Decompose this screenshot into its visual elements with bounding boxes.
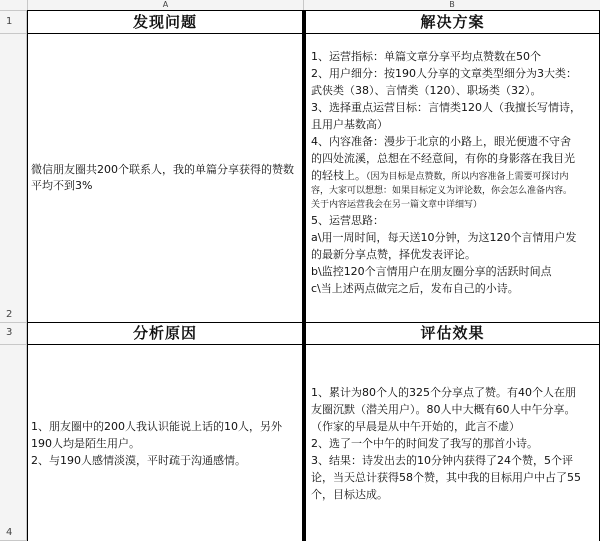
evaluation-line: 1、累计为80个人的325个分享点了赞。有40个人在朋 bbox=[311, 385, 576, 399]
cell-a4[interactable] bbox=[28, 345, 303, 541]
solution-line: 且用户基数高） bbox=[311, 118, 388, 131]
solution-line: a\用一周时间，每天送10分钟，为这120个言情用户发 bbox=[311, 231, 577, 244]
solution-line: 的四处流溪，总想在不经意间，有你的身影落在我目光 bbox=[311, 152, 575, 165]
cell-a1[interactable] bbox=[28, 11, 303, 34]
cell-a2[interactable] bbox=[28, 34, 303, 323]
solution-line: c\当上述两点做完之后，发布自己的小诗。 bbox=[311, 282, 519, 295]
evaluation-line: 论，当天总计获得58个赞，其中我的目标用户中占了55 bbox=[311, 470, 581, 484]
heading-evaluation: 评估效果 bbox=[420, 324, 485, 342]
problem-text: 微信朋友圈共200个联系人，我的单篇分享获得的赞数平均不到3% bbox=[31, 163, 294, 192]
solution-line: 3、选择重点运营目标：言情类120人（我擅长写情诗， bbox=[311, 101, 581, 114]
row-header-1[interactable] bbox=[0, 11, 27, 34]
solution-line-note bbox=[311, 167, 595, 184]
cell-b4[interactable] bbox=[303, 345, 600, 541]
solution-note-line: 容，大家可以想想：如果目标定义为评论数，你会怎么准备内容。 bbox=[311, 186, 573, 196]
solution-line: 的轻枝上。 bbox=[311, 169, 366, 182]
cell-b2[interactable] bbox=[303, 34, 600, 323]
solution-line: 1、运营指标：单篇文章分享平均点赞数在50个 bbox=[311, 50, 541, 63]
cell-a3[interactable] bbox=[28, 323, 303, 345]
solution-note: （因为目标是点赞数，所以内容准备上需要可探讨内 bbox=[366, 172, 569, 182]
row-header-3[interactable] bbox=[0, 323, 27, 345]
evaluation-line: 个，目标达成。 bbox=[311, 487, 388, 501]
solution-line: 5、运营思路： bbox=[311, 214, 384, 227]
column-header-b[interactable]: B bbox=[304, 0, 600, 11]
cell-b1[interactable] bbox=[303, 11, 600, 34]
solution-line: 4、内容准备：漫步于北京的小路上，眼光便遗不守舍 bbox=[311, 135, 571, 148]
evaluation-line: 友圈沉默（潜关用户）。80人中大概有60人中午分享。 bbox=[311, 402, 576, 416]
solution-line: 的最新分享点赞，择优发表评论。 bbox=[311, 248, 476, 261]
analysis-line: 1、朋友圈中的200人我认识能说上话的10人，另外 bbox=[31, 419, 282, 433]
row-number: 4 bbox=[6, 527, 13, 538]
column-header-a[interactable]: A bbox=[28, 0, 304, 11]
row-header-4[interactable] bbox=[0, 345, 27, 541]
evaluation-line: （作家的早晨是从中午开始的，此言不虚） bbox=[311, 419, 520, 433]
heading-analysis: 分析原因 bbox=[132, 324, 197, 342]
evaluation-text bbox=[309, 384, 581, 503]
table-border-top bbox=[27, 10, 600, 11]
analysis-line: 190人均是陌生用户。 bbox=[31, 436, 140, 450]
solution-line: b\监控120个言情用户在朋友圈分享的活跃时间点 bbox=[311, 265, 552, 278]
heading-solution: 解决方案 bbox=[420, 12, 485, 31]
table-border-left bbox=[27, 10, 28, 541]
solution-line: 2、用户细分：按190人分享的文章类型细分为3大类： bbox=[311, 67, 577, 80]
evaluation-line: 2、选了一个中午的时间发了我写的那首小诗。 bbox=[311, 436, 538, 450]
solution-line: 武侠类（38）、言情类（120）、职场类（32）。 bbox=[311, 84, 542, 97]
analysis-line: 2、与190人感情淡漠，平时疏于沟通感情。 bbox=[31, 453, 246, 467]
evaluation-line: 3、结果：诗发出去的10分钟内获得了24个赞，5个评 bbox=[311, 453, 573, 467]
row-number: 1 bbox=[6, 15, 13, 27]
analysis-text bbox=[31, 418, 282, 469]
cell-b3[interactable] bbox=[303, 323, 600, 345]
row-number: 2 bbox=[6, 309, 13, 320]
row-number: 3 bbox=[6, 327, 13, 338]
solution-line: 关于内容运营我会在另一篇文章中详细写） bbox=[311, 200, 483, 210]
heading-problem: 发现问题 bbox=[132, 12, 197, 31]
row-header-2[interactable] bbox=[0, 34, 27, 323]
select-all-corner[interactable] bbox=[0, 0, 28, 11]
